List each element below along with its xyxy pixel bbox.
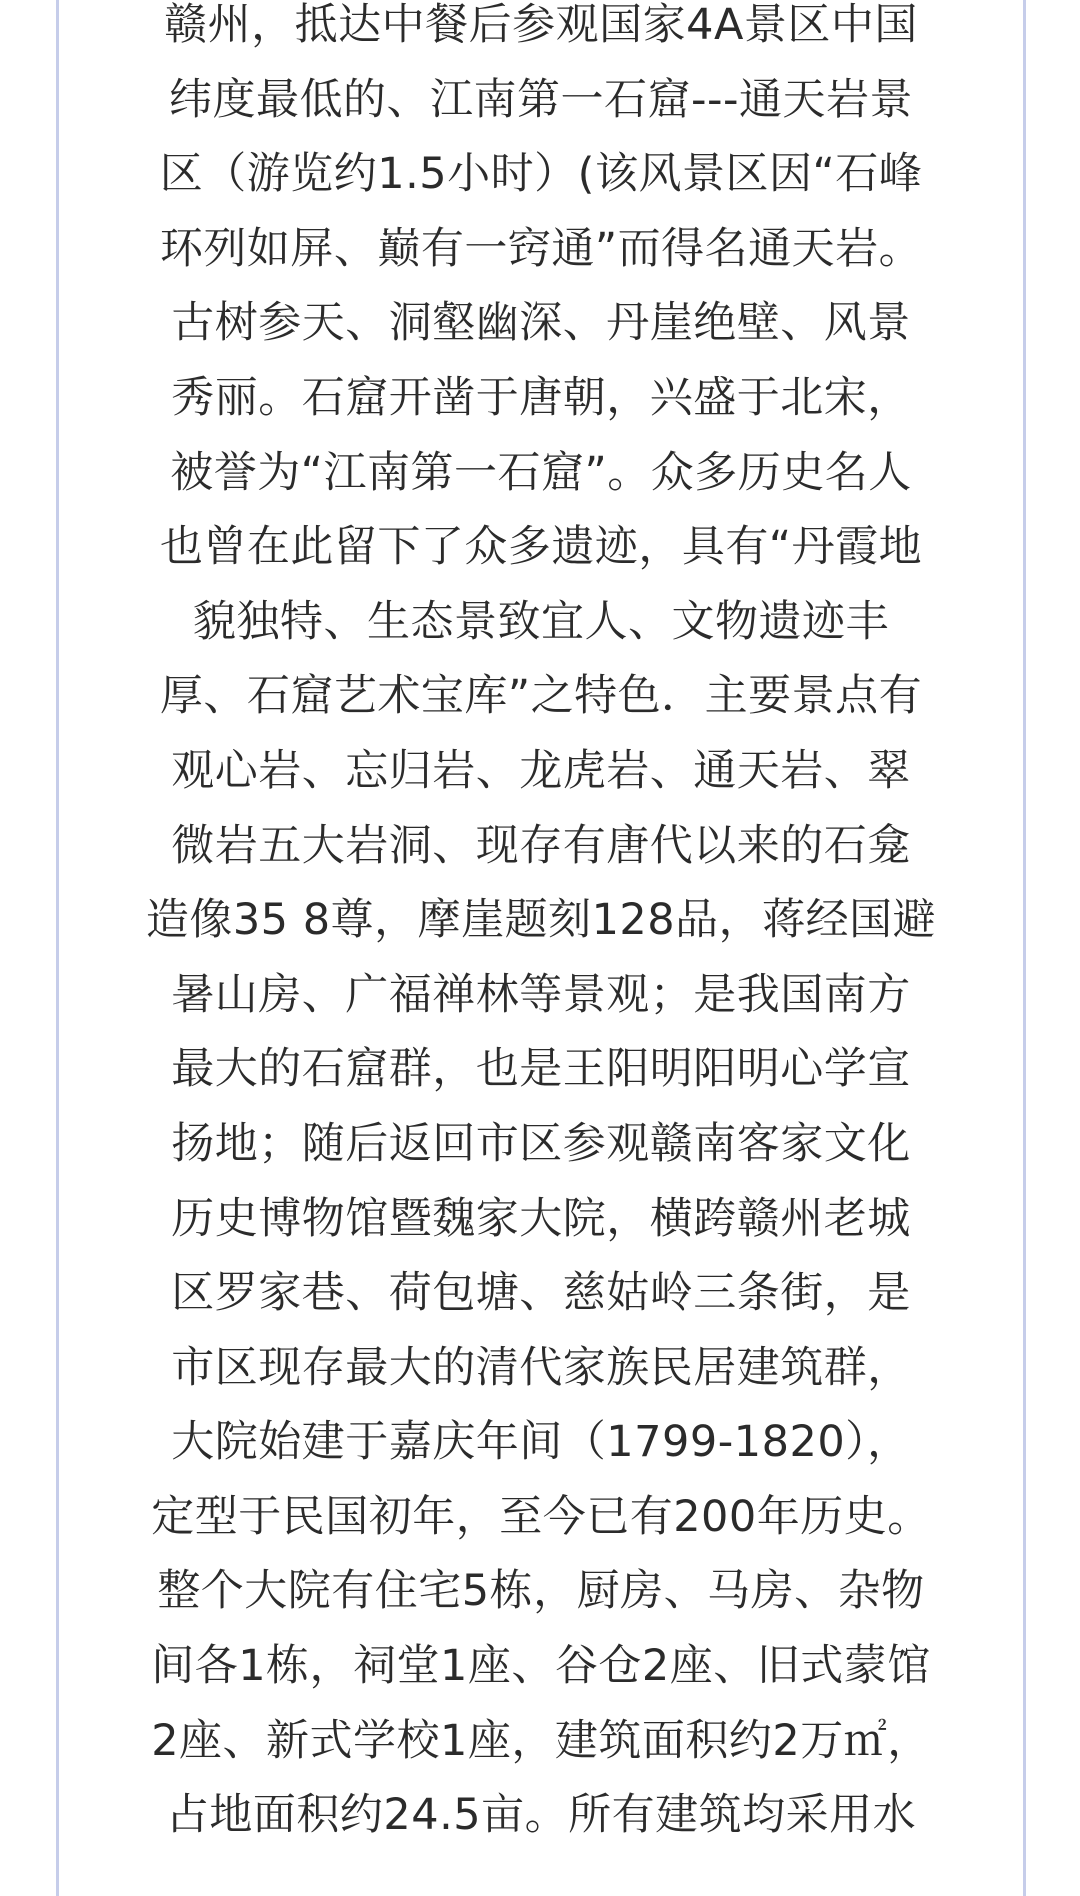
- article-line: 微岩五大岩洞、现存有唐代以来的石龛: [171, 820, 911, 871]
- article-line: 整个大院有住宅5栋，厨房、马房、杂物: [157, 1566, 925, 1617]
- article-line: 环列如屏、巅有一窍通”而得名通天岩。: [159, 223, 923, 274]
- article-line: 扬地；随后返回市区参观赣南客家文化: [171, 1118, 911, 1169]
- article-line: 被誉为“江南第一石窟”。众多历史名人: [170, 447, 912, 498]
- article-line: 2座、新式学校1座，建筑面积约2万㎡，: [151, 1715, 931, 1766]
- article-line: 造像35 8尊，摩崖题刻128品，蒋经国避: [145, 895, 937, 946]
- article-line: 市区现存最大的清代家族民居建筑群，: [171, 1342, 911, 1393]
- article-line: 间各1栋，祠堂1座、谷仓2座、旧式蒙馆: [151, 1641, 931, 1692]
- article-line: 观心岩、忘归岩、龙虎岩、通天岩、翠: [171, 745, 911, 796]
- article-line: 厚、石窟艺术宝库”之特色．主要景点有: [159, 671, 923, 722]
- article-line: 大院始建于嘉庆年间（1799-1820），: [171, 1417, 911, 1468]
- article-body: [90, 0, 992, 1853]
- article-line: 占地面积约24.5亩。所有建筑均采用水: [165, 1790, 917, 1841]
- article-line: 暑山房、广福禅林等景观；是我国南方: [171, 969, 911, 1020]
- article-line: 区（游览约1.5小时）(该风景区因“石峰: [159, 149, 923, 200]
- article-line: 历史博物馆暨魏家大院，横跨赣州老城: [171, 1193, 911, 1244]
- article-line: 最大的石窟群，也是王阳明阳明心学宣: [171, 1044, 911, 1095]
- article-line: 貌独特、生态景致宜人、文物遗迹丰: [193, 596, 889, 647]
- article-line: 纬度最低的、江南第一石窟---通天岩景: [168, 74, 914, 125]
- article-line: 古树参天、洞壑幽深、丹崖绝壁、风景: [171, 298, 911, 349]
- article-line: 定型于民国初年，至今已有200年历史。: [151, 1491, 931, 1542]
- article-line: 区罗家巷、荷包塘、慈姑岭三条街，是: [171, 1268, 911, 1319]
- article-line: 也曾在此留下了众多遗迹，具有“丹霞地: [159, 522, 923, 573]
- article-line: 赣州，抵达中餐后参观国家4A景区中国: [164, 0, 918, 50]
- article-line: 秀丽。石窟开凿于唐朝，兴盛于北宋，: [171, 372, 911, 423]
